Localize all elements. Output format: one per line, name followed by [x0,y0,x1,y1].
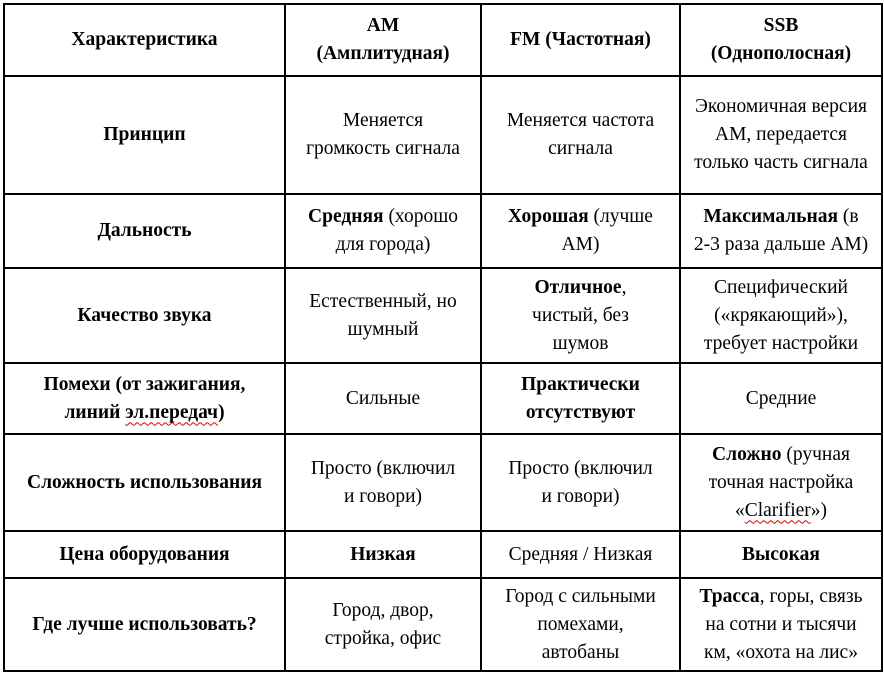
text-segment: « [734,499,745,521]
spellcheck-flagged-text: Clarifier [744,499,811,521]
text-segment: (Однополосная) [710,43,852,64]
cell-best-use-fm [481,578,680,671]
text-segment: требует настройки [703,332,859,354]
cell-interference-fm [481,363,680,434]
text-segment: Максимальная [703,206,839,227]
text-segment: км, «охота на лис» [704,641,858,663]
text-segment: АМ) [561,234,600,255]
text-segment: ») [810,499,828,521]
text-segment: Сложно [712,443,782,465]
row-label-price [4,531,285,578]
text-segment: шумов [552,332,609,354]
row-label-complexity [4,434,285,531]
text-segment: Специфический [714,276,848,298]
text-segment: Город, двор, [332,599,434,621]
text-segment: АМ [366,15,400,36]
cell-price-ssb [680,531,882,578]
row-label-principle [4,76,285,194]
row-label-range [4,194,285,268]
row-label-interference [4,363,285,434]
text-segment: сигнала [548,138,613,159]
text-segment: ) [218,401,225,423]
text-segment: Низкая [350,543,416,565]
cell-complexity-fm [481,434,680,531]
text-segment: (в [838,206,859,227]
text-segment: Высокая [742,543,820,565]
cell-sound-quality-am [285,268,481,363]
text-segment: Принцип [103,124,186,145]
text-segment: FM (Частотная) [510,29,651,50]
text-segment: Естественный, но [309,290,457,312]
cell-complexity-am [285,434,481,531]
text-segment: стройка, офис [324,627,442,649]
text-segment: Экономичная версия [695,96,867,117]
text-segment: (Амплитудная) [316,43,450,64]
text-segment: Меняется частота [506,110,655,131]
cell-range-am [285,194,481,268]
header-cell-am [285,4,481,76]
table-row-interference [4,363,882,434]
cell-best-use-am [285,578,481,671]
row-label-best-use [4,578,285,671]
table-row-complexity [4,434,882,531]
text-segment: только часть сигнала [694,152,868,173]
cell-range-fm [481,194,680,268]
text-segment: на сотни и тысячи [705,613,857,635]
text-segment: Меняется [342,110,424,131]
text-segment: Сложность использования [27,471,262,493]
text-segment: Трасса [699,585,760,607]
header-cell-ssb [680,4,882,76]
table-row-range [4,194,882,268]
table-row-sound-quality [4,268,882,363]
table-row-price [4,531,882,578]
text-segment: Хорошая [508,206,589,227]
header-cell-fm [481,4,680,76]
cell-interference-am [285,363,481,434]
text-segment: Помехи (от зажигания, [43,373,246,395]
text-segment: SSB [763,15,799,36]
cell-principle-am [285,76,481,194]
text-segment: отсутствуют [525,401,636,423]
text-segment: Просто (включил [508,457,653,479]
text-segment: (ручная [781,443,850,465]
table-row-principle [4,76,882,194]
text-segment: чистый, без [532,304,629,326]
cell-price-am [285,531,481,578]
text-segment: Цена оборудования [59,543,230,565]
spellcheck-flagged-text: эл.передач [125,401,219,423]
text-segment: помехами, [537,613,624,635]
text-segment: и говори) [541,485,620,507]
cell-range-ssb [680,194,882,268]
text-segment: Характеристика [71,29,218,50]
text-segment: точная настройка [708,471,854,493]
text-segment: Качество звука [77,304,212,326]
text-segment: линий [64,401,126,423]
cell-sound-quality-fm [481,268,680,363]
cell-principle-ssb [680,76,882,194]
text-segment: , [621,276,627,298]
text-segment: (лучше [588,206,653,227]
cell-price-fm [481,531,680,578]
cell-sound-quality-ssb [680,268,882,363]
text-segment: Средние [745,387,817,409]
table-header-row [4,4,882,76]
text-segment: (хорошо [383,206,458,227]
text-segment: Где лучше использовать? [32,613,257,635]
text-segment: Средняя [308,206,384,227]
table-row-best-use [4,578,882,671]
text-segment: , горы, связь [759,585,863,607]
text-segment: автобаны [541,641,620,663]
text-segment: для города) [335,234,431,255]
text-segment: Просто (включил [310,457,456,479]
header-cell-characteristic [4,4,285,76]
text-segment: Отличное [534,276,622,298]
comparison-table [3,3,883,672]
text-segment: АМ, передается [714,124,848,145]
text-segment: Сильные [345,387,421,409]
text-segment: Средняя / Низкая [508,543,653,565]
text-segment: громкость сигнала [306,138,460,159]
cell-interference-ssb [680,363,882,434]
cell-best-use-ssb [680,578,882,671]
text-segment: Практически [521,373,640,395]
text-segment: шумный [347,318,419,340]
text-segment: («крякающий»), [714,304,848,326]
text-segment: 2-3 раза дальше АМ) [693,234,869,255]
text-segment: Город с сильными [505,585,656,607]
cell-complexity-ssb [680,434,882,531]
cell-principle-fm [481,76,680,194]
text-segment: Дальность [97,220,192,241]
row-label-sound-quality [4,268,285,363]
text-segment: и говори) [343,485,423,507]
